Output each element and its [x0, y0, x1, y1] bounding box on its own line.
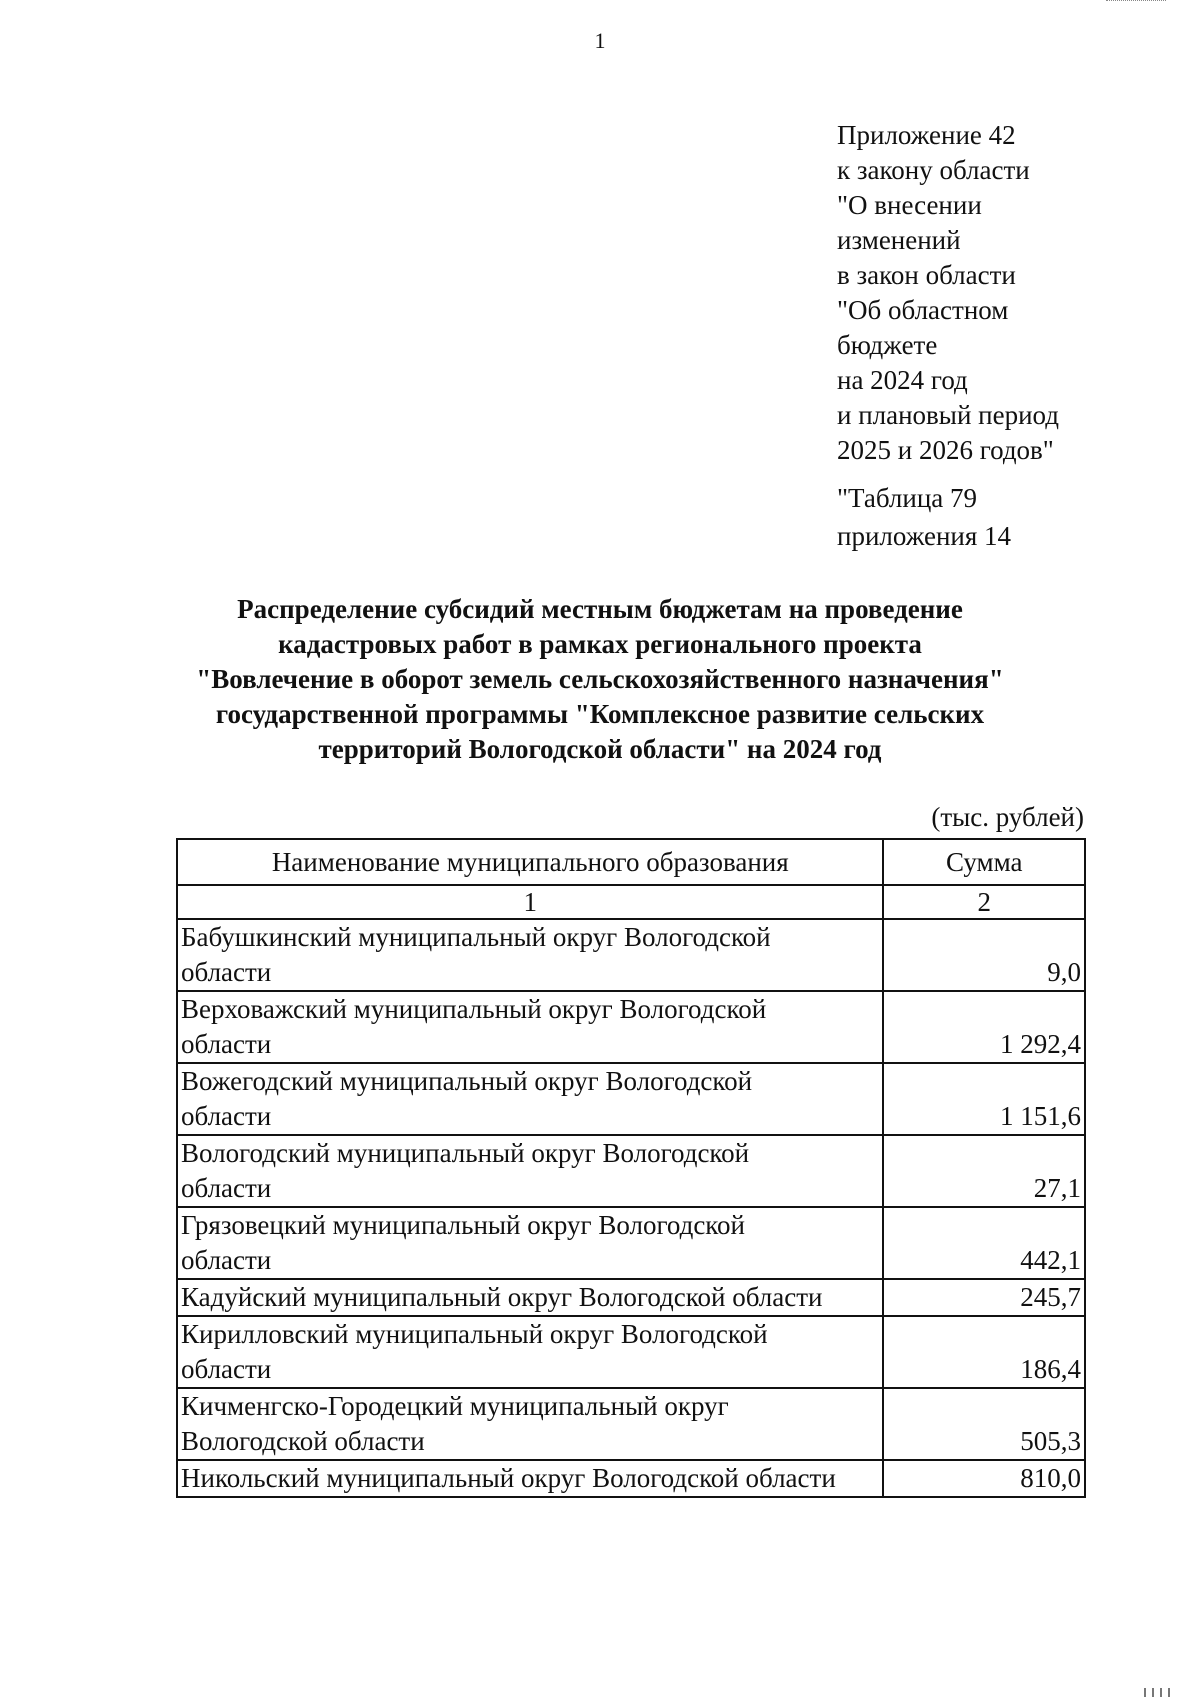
- annex-line: на 2024 год: [837, 365, 968, 395]
- table-row: [177, 1316, 1085, 1388]
- table-ref-line: "Таблица 79: [837, 483, 977, 513]
- table-header-row: [177, 839, 1085, 885]
- subsidy-amount-cell: 186,4: [883, 1316, 1085, 1388]
- scan-artifact-top: [1106, 0, 1166, 5]
- units-label: (тыс. рублей): [931, 802, 1084, 832]
- municipality-name-cell: [177, 991, 883, 1063]
- municipality-name-line: Кирилловский муниципальный округ Вологодской: [181, 1319, 768, 1349]
- subsidy-amount-cell: 442,1: [883, 1207, 1085, 1279]
- annex-line: к закону области: [837, 155, 1030, 185]
- title-line: Распределение субсидий местным бюджетам на проведение: [237, 594, 963, 624]
- header-name: Наименование муниципального образования: [177, 839, 883, 885]
- annex-block: [837, 118, 1167, 468]
- header-sum: Сумма: [883, 839, 1085, 885]
- table-reference: [837, 479, 1167, 555]
- municipality-name-line: Бабушкинский муниципальный округ Вологодской: [181, 922, 771, 952]
- annex-line: бюджете: [837, 330, 938, 360]
- table-row: [177, 1063, 1085, 1135]
- annex-line: "Об областном: [837, 295, 1009, 325]
- column-number-sum: 2: [883, 885, 1085, 919]
- title-line: "Вовлечение в оборот земель сельскохозяйственного назначения": [196, 664, 1004, 694]
- table-ref-line: приложения 14: [837, 521, 1012, 551]
- annex-line: Приложение 42: [837, 120, 1016, 150]
- subsidy-amount-cell: 810,0: [883, 1460, 1085, 1497]
- municipality-name-cell: [177, 1207, 883, 1279]
- table-row: [177, 919, 1085, 991]
- municipality-name-line: области: [181, 957, 272, 987]
- municipality-name-line: Никольский муниципальный округ Вологодской области: [181, 1463, 836, 1493]
- subsidy-amount-cell: 245,7: [883, 1279, 1085, 1316]
- subsidy-table: [176, 838, 1086, 1498]
- subsidy-amount-cell: 1 292,4: [883, 991, 1085, 1063]
- subsidy-amount-cell: 9,0: [883, 919, 1085, 991]
- table-row: [177, 1279, 1085, 1316]
- municipality-name-line: области: [181, 1173, 272, 1203]
- municipality-name-cell: [177, 1063, 883, 1135]
- scan-artifact-bottom: [1060, 1687, 1170, 1697]
- annex-line: "О внесении: [837, 190, 982, 220]
- subsidy-amount-cell: 1 151,6: [883, 1063, 1085, 1135]
- municipality-name-line: Вожегодский муниципальный округ Вологодской: [181, 1066, 753, 1096]
- subsidy-amount-cell: 505,3: [883, 1388, 1085, 1460]
- table-row: [177, 1135, 1085, 1207]
- table-row: [177, 1388, 1085, 1460]
- municipality-name-line: Вологодский муниципальный округ Вологодской: [181, 1138, 750, 1168]
- municipality-name-cell: [177, 1460, 883, 1497]
- subsidy-amount-cell: 27,1: [883, 1135, 1085, 1207]
- table-row: [177, 991, 1085, 1063]
- annex-line: 2025 и 2026 годов": [837, 435, 1054, 465]
- municipality-name-cell: [177, 919, 883, 991]
- column-number-row: [177, 885, 1085, 919]
- title-line: территорий Вологодской области" на 2024 год: [318, 734, 882, 764]
- table-row: [177, 1207, 1085, 1279]
- title-line: государственной программы "Комплексное развитие сельских: [215, 699, 985, 729]
- municipality-name-line: области: [181, 1029, 272, 1059]
- municipality-name-line: Верховажский муниципальный округ Вологодской: [181, 994, 767, 1024]
- municipality-name-line: Вологодской области: [181, 1426, 425, 1456]
- municipality-name-cell: [177, 1135, 883, 1207]
- annex-line: в закон области: [837, 260, 1016, 290]
- column-number-name: 1: [177, 885, 883, 919]
- municipality-name-line: Кичменгско-Городецкий муниципальный округ: [181, 1391, 729, 1421]
- municipality-name-cell: [177, 1316, 883, 1388]
- municipality-name-line: Грязовецкий муниципальный округ Вологодской: [181, 1210, 746, 1240]
- annex-line: и плановый период: [837, 400, 1059, 430]
- annex-line: изменений: [837, 225, 961, 255]
- page-number: 1: [594, 28, 606, 53]
- municipality-name-cell: [177, 1388, 883, 1460]
- table-body: [177, 919, 1085, 1497]
- municipality-name-line: области: [181, 1354, 272, 1384]
- municipality-name-cell: [177, 1279, 883, 1316]
- municipality-name-line: области: [181, 1245, 272, 1275]
- document-title: [150, 592, 1050, 767]
- table-row: [177, 1460, 1085, 1497]
- municipality-name-line: области: [181, 1101, 272, 1131]
- title-line: кадастровых работ в рамках регионального проекта: [278, 629, 922, 659]
- municipality-name-line: Кадуйский муниципальный округ Вологодской области: [181, 1282, 823, 1312]
